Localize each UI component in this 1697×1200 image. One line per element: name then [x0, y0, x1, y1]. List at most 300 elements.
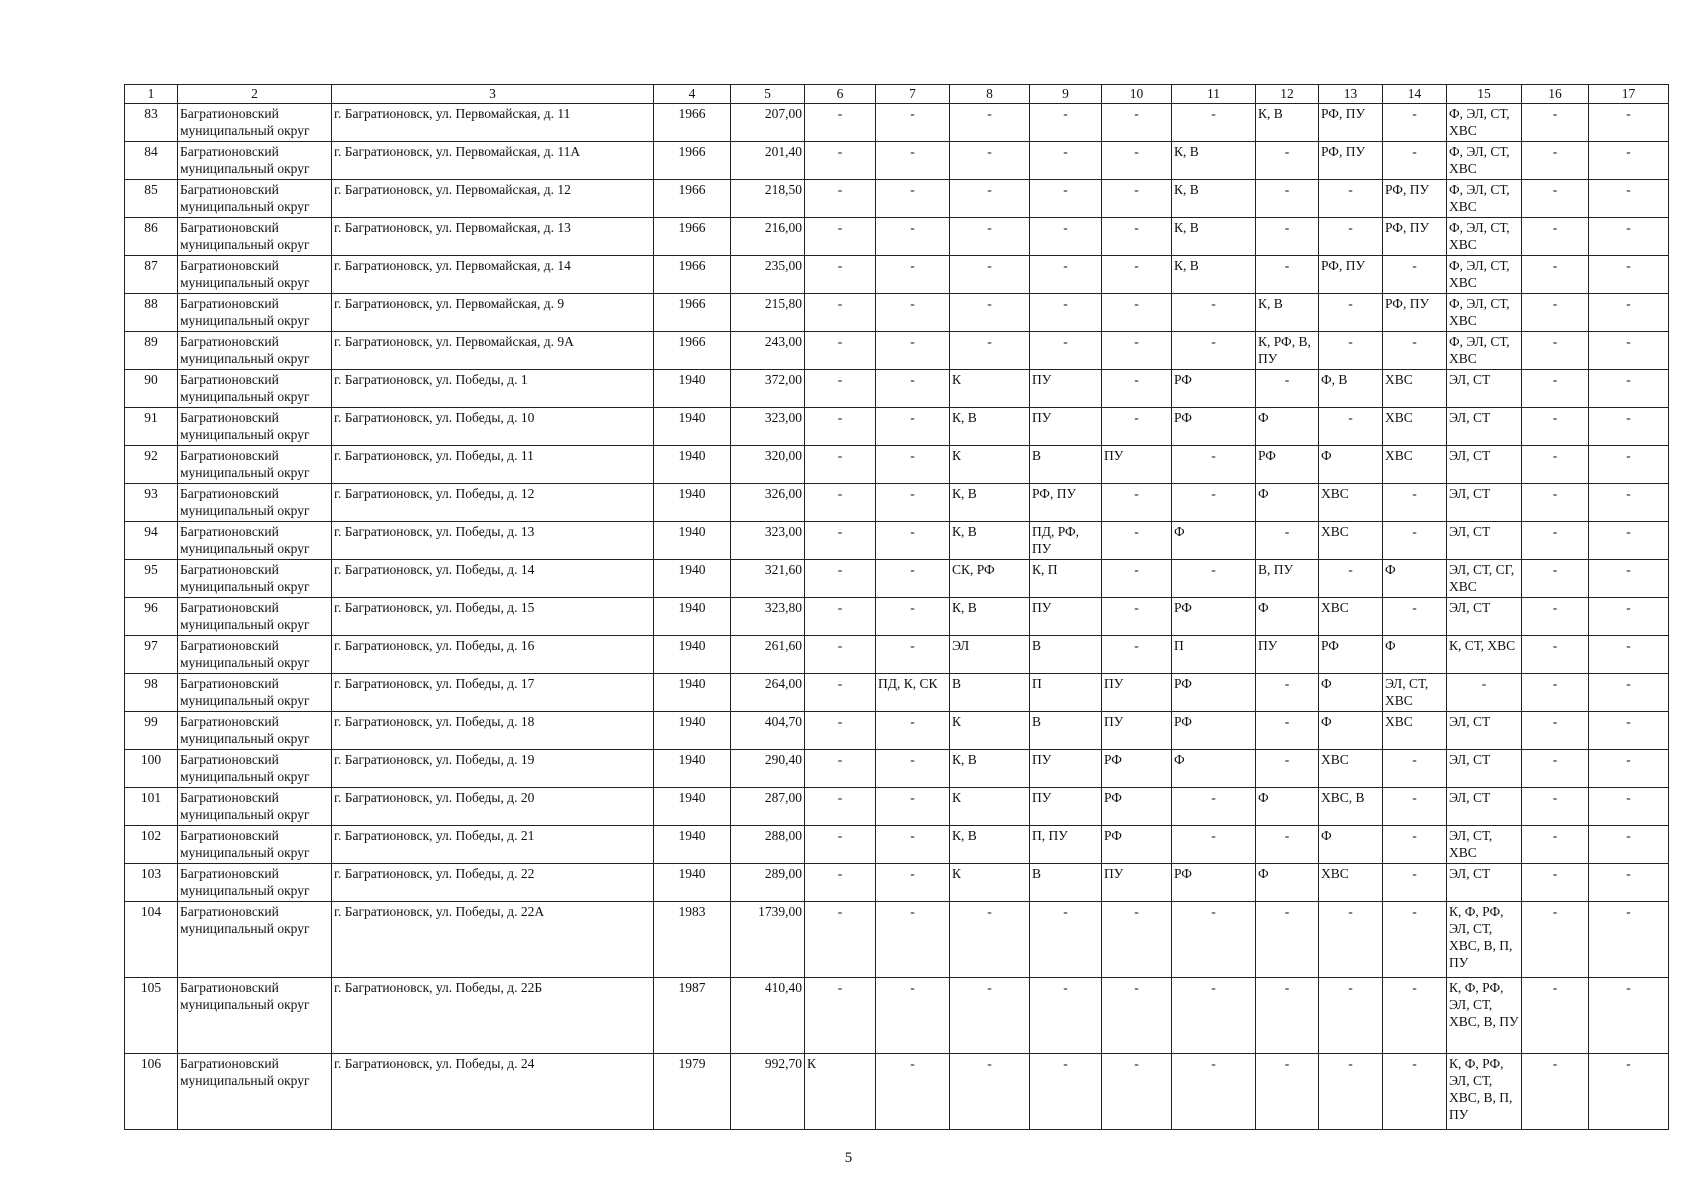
table-cell: -: [950, 104, 1030, 142]
table-row: [125, 332, 1669, 370]
table-cell: -: [1256, 180, 1319, 218]
table-cell: Ф: [1256, 484, 1319, 522]
table-cell: П: [1172, 636, 1256, 674]
table-cell: -: [950, 902, 1030, 978]
table-cell: 1940: [654, 522, 731, 560]
table-row: [125, 788, 1669, 826]
table-cell: -: [1522, 864, 1589, 902]
table-cell: ЭЛ, СТ, ХВС: [1383, 674, 1447, 712]
table-cell: -: [1102, 104, 1172, 142]
table-cell: 1940: [654, 446, 731, 484]
table-cell: 1940: [654, 864, 731, 902]
table-cell: -: [1522, 522, 1589, 560]
table-cell: РФ: [1172, 408, 1256, 446]
table-cell: К, В: [1172, 142, 1256, 180]
table-cell: -: [1589, 788, 1669, 826]
table-cell: 215,80: [731, 294, 805, 332]
table-cell: -: [1102, 142, 1172, 180]
table-cell: -: [1256, 1054, 1319, 1130]
table-cell: -: [876, 826, 950, 864]
table-cell: -: [1102, 408, 1172, 446]
table-cell: -: [876, 256, 950, 294]
table-cell: 1739,00: [731, 902, 805, 978]
table-cell: К, В: [1256, 104, 1319, 142]
page-number: 5: [844, 1150, 853, 1166]
table-cell: г. Багратионовск, ул. Победы, д. 19: [332, 750, 654, 788]
table-cell: -: [1522, 826, 1589, 864]
table-cell: ЭЛ, СТ: [1447, 408, 1522, 446]
table-cell: В: [1030, 636, 1102, 674]
table-cell: 100: [125, 750, 178, 788]
table-cell: -: [1522, 750, 1589, 788]
table-cell: ЭЛ, СТ: [1447, 598, 1522, 636]
table-cell: 216,00: [731, 218, 805, 256]
table-cell: г. Багратионовск, ул. Победы, д. 22: [332, 864, 654, 902]
table-cell: -: [805, 332, 876, 370]
table-cell: -: [1383, 332, 1447, 370]
table-cell: -: [1256, 978, 1319, 1054]
table-cell: К, П: [1030, 560, 1102, 598]
table-cell: -: [1172, 826, 1256, 864]
table-cell: ЭЛ, СТ: [1447, 446, 1522, 484]
column-header-13: 13: [1319, 85, 1383, 104]
table-cell: -: [1522, 712, 1589, 750]
table-cell: -: [1256, 674, 1319, 712]
table-cell: -: [1319, 180, 1383, 218]
table-cell: -: [1256, 826, 1319, 864]
table-cell: 243,00: [731, 332, 805, 370]
table-cell: 1940: [654, 598, 731, 636]
table-cell: 1940: [654, 750, 731, 788]
table-cell: -: [1030, 332, 1102, 370]
table-cell: 106: [125, 1054, 178, 1130]
table-cell: -: [876, 978, 950, 1054]
table-cell: -: [1102, 256, 1172, 294]
table-cell: ХВС, В: [1319, 788, 1383, 826]
table-cell: -: [1522, 636, 1589, 674]
column-header-2: 2: [178, 85, 332, 104]
table-cell: -: [1172, 902, 1256, 978]
table-cell: РФ, ПУ: [1319, 142, 1383, 180]
table-cell: г. Багратионовск, ул. Победы, д. 14: [332, 560, 654, 598]
table-cell: РФ: [1319, 636, 1383, 674]
table-cell: г. Багратионовск, ул. Победы, д. 15: [332, 598, 654, 636]
table-cell: Ф, ЭЛ, СТ, ХВС: [1447, 104, 1522, 142]
table-cell: -: [1589, 218, 1669, 256]
table-cell: РФ: [1102, 826, 1172, 864]
table-cell: г. Багратионовск, ул. Победы, д. 21: [332, 826, 654, 864]
column-header-7: 7: [876, 85, 950, 104]
table-cell: -: [1383, 522, 1447, 560]
table-cell: -: [876, 560, 950, 598]
column-header-6: 6: [805, 85, 876, 104]
table-cell: -: [805, 750, 876, 788]
table-cell: РФ: [1172, 674, 1256, 712]
column-header-8: 8: [950, 85, 1030, 104]
table-cell: РФ: [1102, 750, 1172, 788]
table-cell: -: [1589, 1054, 1669, 1130]
table-cell: 92: [125, 446, 178, 484]
table-row: [125, 864, 1669, 902]
table-cell: -: [1383, 142, 1447, 180]
table-cell: Багратионовский муниципальный округ: [178, 712, 332, 750]
table-cell: -: [1589, 522, 1669, 560]
table-row: [125, 294, 1669, 332]
table-cell: -: [1589, 370, 1669, 408]
table-cell: ЭЛ, СТ, СГ, ХВС: [1447, 560, 1522, 598]
table-cell: 1966: [654, 256, 731, 294]
table-cell: СК, РФ: [950, 560, 1030, 598]
table-cell: Ф, В: [1319, 370, 1383, 408]
table-cell: -: [805, 522, 876, 560]
table-cell: -: [1383, 864, 1447, 902]
table-cell: Ф: [1319, 826, 1383, 864]
table-cell: 323,00: [731, 408, 805, 446]
table-cell: ХВС: [1383, 408, 1447, 446]
table-cell: Багратионовский муниципальный округ: [178, 256, 332, 294]
table-cell: ПУ: [1030, 370, 1102, 408]
table-cell: -: [1172, 1054, 1256, 1130]
table-cell: -: [1319, 218, 1383, 256]
table-cell: ЭЛ, СТ: [1447, 788, 1522, 826]
table-cell: К, Ф, РФ, ЭЛ, СТ, ХВС, В, П, ПУ: [1447, 1054, 1522, 1130]
table-cell: РФ: [1172, 712, 1256, 750]
table-row: [125, 750, 1669, 788]
table-cell: К: [950, 712, 1030, 750]
table-row: [125, 978, 1669, 1054]
table-cell: -: [1383, 826, 1447, 864]
table-cell: -: [1522, 142, 1589, 180]
table-cell: -: [1256, 712, 1319, 750]
table-cell: г. Багратионовск, ул. Первомайская, д. 14: [332, 256, 654, 294]
table-cell: -: [805, 636, 876, 674]
table-cell: ЭЛ, СТ: [1447, 750, 1522, 788]
table-cell: -: [1319, 408, 1383, 446]
table-cell: -: [1522, 218, 1589, 256]
table-cell: ЭЛ, СТ: [1447, 712, 1522, 750]
table-cell: -: [1522, 408, 1589, 446]
table-cell: 87: [125, 256, 178, 294]
table-row: [125, 180, 1669, 218]
table-cell: -: [876, 1054, 950, 1130]
table-cell: 105: [125, 978, 178, 1054]
table-cell: Ф: [1172, 522, 1256, 560]
table-cell: К, В: [950, 826, 1030, 864]
table-cell: -: [1030, 294, 1102, 332]
table-cell: -: [1030, 180, 1102, 218]
table-cell: 93: [125, 484, 178, 522]
table-cell: г. Багратионовск, ул. Победы, д. 17: [332, 674, 654, 712]
table-cell: Багратионовский муниципальный округ: [178, 788, 332, 826]
table-cell: ХВС: [1383, 370, 1447, 408]
table-cell: ПУ: [1102, 446, 1172, 484]
table-cell: РФ: [1172, 598, 1256, 636]
table-cell: г. Багратионовск, ул. Победы, д. 11: [332, 446, 654, 484]
table-cell: ПУ: [1102, 864, 1172, 902]
table-cell: -: [876, 142, 950, 180]
table-cell: Багратионовский муниципальный округ: [178, 104, 332, 142]
table-cell: ЭЛ, СТ, ХВС: [1447, 826, 1522, 864]
table-row: [125, 636, 1669, 674]
column-header-14: 14: [1383, 85, 1447, 104]
table-row: [125, 902, 1669, 978]
table-cell: В: [1030, 864, 1102, 902]
table-cell: г. Багратионовск, ул. Победы, д. 10: [332, 408, 654, 446]
table-cell: -: [876, 788, 950, 826]
table-cell: -: [1102, 180, 1172, 218]
table-cell: -: [876, 902, 950, 978]
table-cell: 321,60: [731, 560, 805, 598]
column-header-4: 4: [654, 85, 731, 104]
table-cell: -: [876, 712, 950, 750]
table-cell: -: [805, 142, 876, 180]
table-cell: ПД, РФ, ПУ: [1030, 522, 1102, 560]
table-cell: РФ, ПУ: [1383, 294, 1447, 332]
table-row: [125, 674, 1669, 712]
table-cell: -: [1522, 180, 1589, 218]
table-cell: Ф: [1256, 788, 1319, 826]
table-cell: Ф: [1319, 446, 1383, 484]
table-cell: -: [876, 332, 950, 370]
table-cell: -: [1522, 560, 1589, 598]
table-cell: ПУ: [1030, 788, 1102, 826]
table-cell: -: [1319, 902, 1383, 978]
table-cell: 83: [125, 104, 178, 142]
table-cell: -: [876, 636, 950, 674]
table-cell: -: [950, 256, 1030, 294]
table-cell: -: [1256, 750, 1319, 788]
table-cell: Багратионовский муниципальный округ: [178, 978, 332, 1054]
table-cell: ПУ: [1030, 408, 1102, 446]
table-cell: П, ПУ: [1030, 826, 1102, 864]
table-cell: г. Багратионовск, ул. Победы, д. 16: [332, 636, 654, 674]
table-row: [125, 484, 1669, 522]
table-cell: ЭЛ, СТ: [1447, 864, 1522, 902]
table-cell: В: [1030, 446, 1102, 484]
table-cell: В, ПУ: [1256, 560, 1319, 598]
table-cell: 207,00: [731, 104, 805, 142]
table-cell: -: [1256, 256, 1319, 294]
table-cell: -: [1030, 104, 1102, 142]
table-cell: К: [950, 788, 1030, 826]
table-cell: 410,40: [731, 978, 805, 1054]
table-cell: -: [805, 218, 876, 256]
table-cell: ПУ: [1102, 674, 1172, 712]
table-cell: -: [1522, 788, 1589, 826]
table-cell: 1940: [654, 788, 731, 826]
table-cell: ПУ: [1030, 750, 1102, 788]
column-header-15: 15: [1447, 85, 1522, 104]
table-cell: Багратионовский муниципальный округ: [178, 370, 332, 408]
table-cell: -: [1522, 674, 1589, 712]
table-cell: -: [1102, 294, 1172, 332]
table-cell: Багратионовский муниципальный округ: [178, 750, 332, 788]
table-cell: -: [1522, 332, 1589, 370]
table-cell: -: [950, 1054, 1030, 1130]
table-cell: П: [1030, 674, 1102, 712]
table-cell: Ф: [1383, 560, 1447, 598]
table-cell: 289,00: [731, 864, 805, 902]
table-cell: г. Багратионовск, ул. Победы, д. 22Б: [332, 978, 654, 1054]
table-cell: -: [1172, 484, 1256, 522]
table-cell: -: [950, 332, 1030, 370]
table-cell: 95: [125, 560, 178, 598]
table-cell: 404,70: [731, 712, 805, 750]
table-cell: -: [1319, 294, 1383, 332]
column-header-17: 17: [1589, 85, 1669, 104]
table-cell: -: [1522, 598, 1589, 636]
table-cell: 102: [125, 826, 178, 864]
table-cell: -: [1383, 598, 1447, 636]
table-cell: ЭЛ, СТ: [1447, 370, 1522, 408]
table-cell: г. Багратионовск, ул. Победы, д. 12: [332, 484, 654, 522]
table-cell: Ф, ЭЛ, СТ, ХВС: [1447, 218, 1522, 256]
table-cell: -: [876, 370, 950, 408]
table-cell: Ф, ЭЛ, СТ, ХВС: [1447, 180, 1522, 218]
table-cell: -: [1172, 446, 1256, 484]
table-cell: Ф: [1172, 750, 1256, 788]
table-cell: -: [876, 294, 950, 332]
table-row: [125, 522, 1669, 560]
table-cell: -: [876, 598, 950, 636]
table-cell: -: [1383, 256, 1447, 294]
table-cell: -: [1589, 408, 1669, 446]
table-row: [125, 142, 1669, 180]
table-cell: -: [876, 446, 950, 484]
table-cell: -: [1589, 826, 1669, 864]
table-cell: ПУ: [1030, 598, 1102, 636]
table-cell: -: [805, 674, 876, 712]
table-cell: 96: [125, 598, 178, 636]
table-cell: -: [1030, 978, 1102, 1054]
table-cell: Багратионовский муниципальный округ: [178, 484, 332, 522]
table-cell: Багратионовский муниципальный округ: [178, 598, 332, 636]
table-cell: 1987: [654, 978, 731, 1054]
table-cell: Ф: [1256, 408, 1319, 446]
table-cell: -: [1589, 978, 1669, 1054]
table-cell: РФ, ПУ: [1030, 484, 1102, 522]
table-row: [125, 104, 1669, 142]
table-cell: 85: [125, 180, 178, 218]
table-cell: 201,40: [731, 142, 805, 180]
table-cell: ХВС: [1319, 750, 1383, 788]
table-cell: К, В: [950, 750, 1030, 788]
table-cell: К: [950, 864, 1030, 902]
table-cell: -: [1102, 598, 1172, 636]
table-cell: ЭЛ, СТ: [1447, 522, 1522, 560]
table-cell: Ф: [1256, 864, 1319, 902]
table-cell: -: [876, 864, 950, 902]
table-cell: -: [1319, 332, 1383, 370]
table-cell: 88: [125, 294, 178, 332]
table-cell: -: [1102, 522, 1172, 560]
table-cell: Багратионовский муниципальный округ: [178, 408, 332, 446]
table-cell: Ф: [1319, 674, 1383, 712]
table-cell: -: [1030, 1054, 1102, 1130]
table-cell: -: [1102, 484, 1172, 522]
table-cell: -: [1522, 446, 1589, 484]
table-cell: 287,00: [731, 788, 805, 826]
table-cell: 1940: [654, 484, 731, 522]
table-cell: -: [1102, 978, 1172, 1054]
table-cell: РФ: [1172, 864, 1256, 902]
table-cell: 90: [125, 370, 178, 408]
table-cell: 101: [125, 788, 178, 826]
table-cell: г. Багратионовск, ул. Победы, д. 20: [332, 788, 654, 826]
table-cell: -: [805, 712, 876, 750]
table-cell: 91: [125, 408, 178, 446]
table-cell: -: [1522, 978, 1589, 1054]
table-cell: К, В: [950, 408, 1030, 446]
table-cell: РФ: [1102, 788, 1172, 826]
table-cell: г. Багратионовск, ул. Первомайская, д. 11А: [332, 142, 654, 180]
table-cell: -: [1030, 142, 1102, 180]
column-header-16: 16: [1522, 85, 1589, 104]
table-cell: 1966: [654, 104, 731, 142]
table-row: [125, 826, 1669, 864]
table-cell: -: [950, 180, 1030, 218]
table-cell: ПД, К, СК: [876, 674, 950, 712]
table-cell: ХВС: [1319, 598, 1383, 636]
table-cell: -: [1589, 180, 1669, 218]
table-cell: К: [950, 446, 1030, 484]
table-cell: Багратионовский муниципальный округ: [178, 674, 332, 712]
table-cell: Багратионовский муниципальный округ: [178, 294, 332, 332]
table-cell: -: [876, 218, 950, 256]
data-table: [124, 84, 1669, 1130]
table-cell: Ф: [1383, 636, 1447, 674]
table-cell: К, СТ, ХВС: [1447, 636, 1522, 674]
table-cell: -: [1589, 560, 1669, 598]
table-cell: РФ, ПУ: [1383, 180, 1447, 218]
table-cell: -: [876, 180, 950, 218]
table-cell: К, РФ, В, ПУ: [1256, 332, 1319, 370]
table-cell: Багратионовский муниципальный округ: [178, 218, 332, 256]
table-cell: ПУ: [1102, 712, 1172, 750]
table-cell: ХВС: [1383, 446, 1447, 484]
table-cell: -: [1589, 142, 1669, 180]
table-cell: ХВС: [1319, 484, 1383, 522]
table-cell: -: [1522, 104, 1589, 142]
column-header-9: 9: [1030, 85, 1102, 104]
table-cell: -: [1522, 294, 1589, 332]
table-cell: 1940: [654, 826, 731, 864]
table-cell: -: [1102, 370, 1172, 408]
column-header-12: 12: [1256, 85, 1319, 104]
table-cell: -: [1383, 978, 1447, 1054]
table-cell: -: [805, 902, 876, 978]
table-cell: -: [1589, 864, 1669, 902]
table-cell: г. Багратионовск, ул. Первомайская, д. 11: [332, 104, 654, 142]
table-cell: г. Багратионовск, ул. Победы, д. 13: [332, 522, 654, 560]
table-cell: -: [1102, 218, 1172, 256]
table-body: [125, 104, 1669, 1130]
table-cell: 1966: [654, 332, 731, 370]
table-cell: -: [1589, 598, 1669, 636]
table-cell: ХВС: [1319, 522, 1383, 560]
table-cell: ПУ: [1256, 636, 1319, 674]
table-cell: К, В: [950, 484, 1030, 522]
table-cell: -: [1522, 256, 1589, 294]
table-cell: г. Багратионовск, ул. Победы, д. 1: [332, 370, 654, 408]
table-cell: К, В: [950, 598, 1030, 636]
table-cell: -: [805, 788, 876, 826]
table-row: [125, 560, 1669, 598]
table-cell: 98: [125, 674, 178, 712]
table-cell: -: [1102, 560, 1172, 598]
table-cell: 1983: [654, 902, 731, 978]
table-cell: 1940: [654, 560, 731, 598]
